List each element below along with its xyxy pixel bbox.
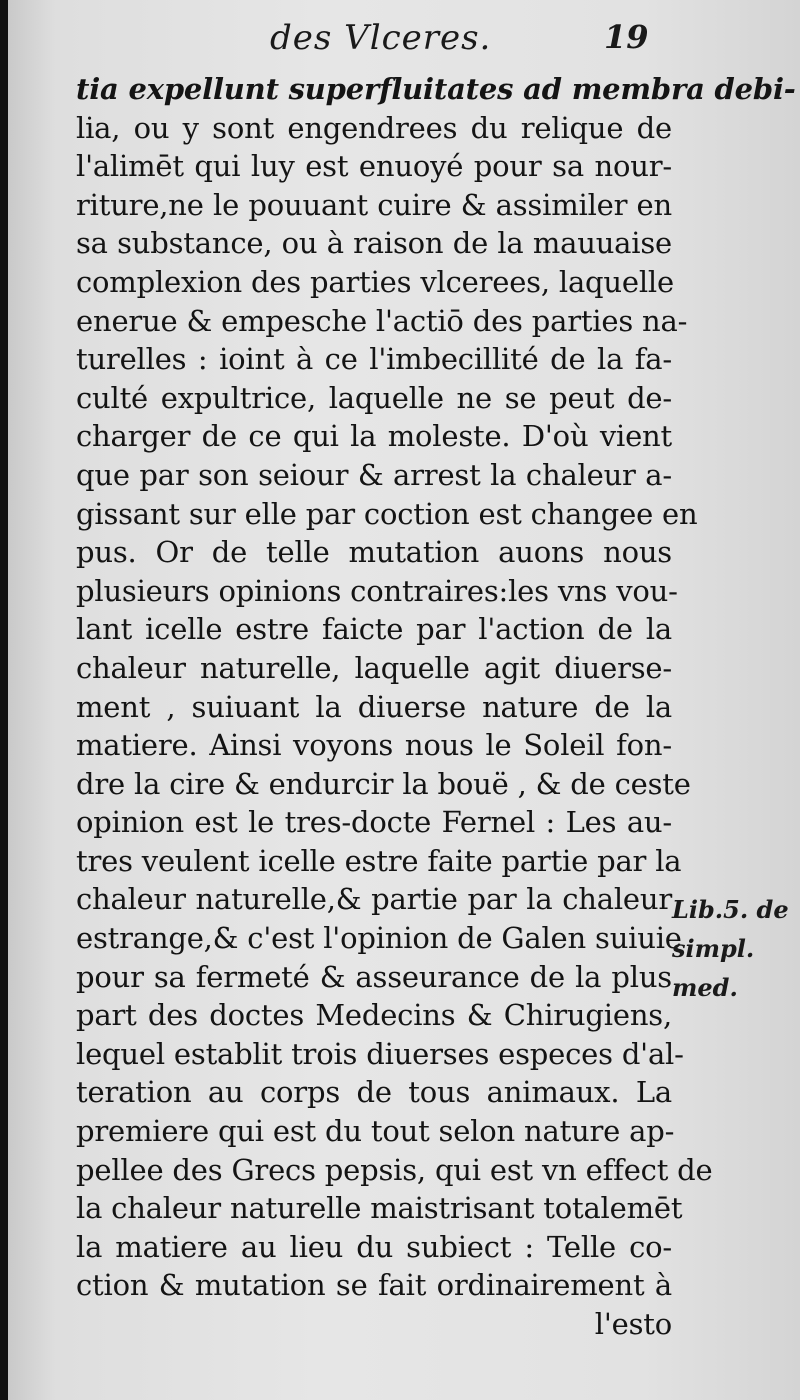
text-line: enerue & empesche l'actiō des parties na- (76, 303, 688, 338)
margin-note (672, 890, 800, 1007)
text-line: pus. Or de telle mutation auons nous (76, 535, 672, 570)
text-line: lequel establit trois diuerses especes d'al- (76, 1036, 684, 1071)
margin-note-line: Lib.5. de (672, 895, 789, 924)
text-line: matiere. Ainsi voyons nous le Soleil fon- (76, 728, 672, 763)
text-line: lant icelle estre faicte par l'action de la (76, 612, 672, 647)
text-line: part des doctes Medecins & Chirugiens, (76, 998, 672, 1033)
text-line: ment , suiuant la diuerse nature de la (76, 689, 672, 724)
text-line: lia, ou y sont engendrees du relique de (76, 110, 672, 145)
book-page (8, 0, 800, 1400)
text-line: la matiere au lieu du subiect : Telle co- (76, 1229, 672, 1264)
text-line: chaleur naturelle,& partie par la chaleur (76, 882, 672, 917)
text-line: que par son seiour & arrest la chaleur a- (76, 457, 672, 492)
text-line: la chaleur naturelle maistrisant totalemēt (76, 1191, 683, 1226)
page-header (8, 18, 800, 68)
text-line: l'alimēt qui luy est enuoyé pour sa nour- (76, 149, 672, 184)
text-line: charger de ce qui la moleste. D'où vient (76, 419, 672, 454)
margin-note-line: simpl. (672, 934, 755, 963)
text-line: pellee des Grecs pepsis, qui est vn effect de (76, 1152, 713, 1187)
text-line: turelles : ioint à ce l'imbecillité de la fa- (76, 342, 672, 377)
text-line: pour sa fermeté & asseurance de la plus (76, 959, 672, 994)
text-line: opinion est le tres-docte Fernel : Les au- (76, 805, 672, 840)
margin-note-line: med. (672, 973, 738, 1002)
catchword: l'esto (594, 1307, 672, 1341)
running-title: des Vlceres. (270, 18, 492, 58)
text-line: premiere qui est du tout selon nature ap- (76, 1114, 675, 1149)
text-line: culté expultrice, laquelle ne se peut de- (76, 380, 672, 415)
text-line: riture,ne le pouuant cuire & assimiler en (76, 187, 672, 222)
text-line: teration au corps de tous animaux. La (76, 1075, 672, 1110)
text-line: plusieurs opinions contraires:les vns vou- (76, 573, 678, 608)
text-line: chaleur naturelle, laquelle agit diuerse- (76, 650, 672, 685)
page-number: 19 (604, 18, 649, 56)
text-line: tres veulent icelle estre faite partie par la (76, 843, 682, 878)
text-line: ction & mutation se fait ordinairement à (76, 1268, 672, 1303)
text-line: estrange,& c'est l'opinion de Galen suiuie (76, 921, 682, 956)
text-line: tia expellunt superfluitates ad membra debi- (76, 72, 796, 106)
text-line: sa substance, ou à raison de la mauuaise (76, 226, 672, 261)
scan-edge (0, 0, 8, 1400)
text-line: gissant sur elle par coction est changee en (76, 496, 698, 531)
text-line: complexion des parties vlcerees, laquelle (76, 264, 674, 299)
text-line: dre la cire & endurcir la bouë , & de ceste (76, 766, 691, 801)
